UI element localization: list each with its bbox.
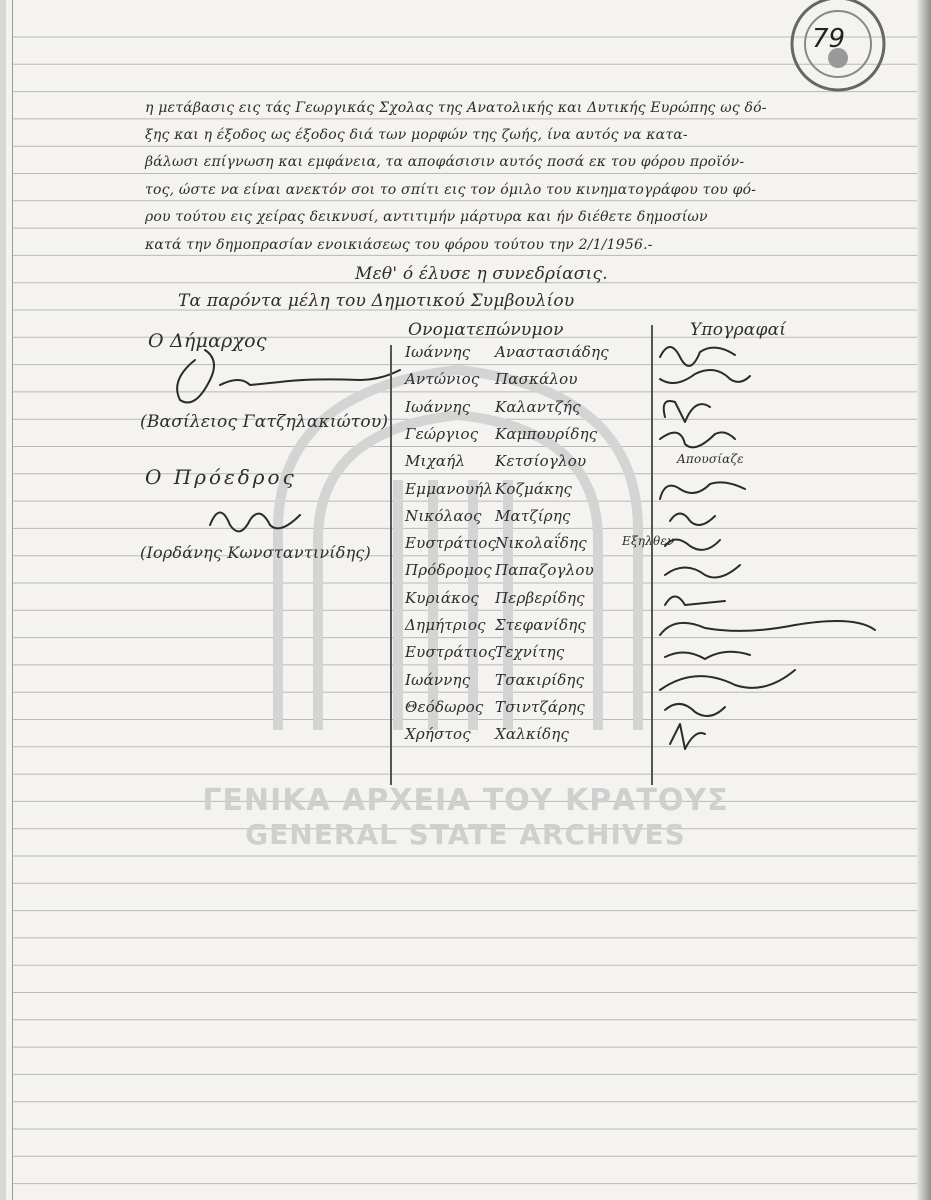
member-first-name: Ιωάννης (405, 397, 471, 416)
table-rule-right (651, 325, 653, 785)
members-heading: Τα παρόντα μέλη του Δημοτικού Συμβουλίου (178, 291, 575, 311)
member-last-name: Περβερίδης (495, 588, 585, 607)
member-last-name: Χαλκίδης (495, 725, 570, 744)
member-first-name: Ιωάννης (405, 343, 471, 361)
member-signature (655, 419, 895, 453)
member-last-name: Πασκάλου (495, 370, 578, 389)
member-signature (655, 719, 895, 753)
president-name: (Ιορδάνης Κωνσταντινίδης) (140, 543, 371, 562)
president-signature (200, 495, 320, 545)
mayor-name: (Βασίλειος Γατζηλακιώτου) (140, 412, 389, 432)
table-rule-left (390, 345, 392, 785)
member-first-name: Πρόδρομος (405, 561, 492, 580)
president-title: Ο Πρόεδρος (145, 465, 297, 489)
member-last-name: Ματζίρης (495, 506, 571, 525)
paragraph-line: τος, ώστε να είναι ανεκτόν σοι το σπίτι εις τον όμιλο του κινηματογράφου του φό- (145, 182, 757, 198)
watermark-english: GENERAL STATE ARCHIVES (245, 818, 686, 851)
member-last-name: Κοζμάκης (495, 479, 573, 498)
watermark-greek: ΓΕΝΙΚΑ ΑΡΧΕΙΑ ΤΟΥ ΚΡΑΤΟΥΣ (202, 783, 729, 818)
member-first-name: Μιχαήλ (405, 452, 466, 471)
paragraph-line: κατά την δημοπρασίαν ενοικιάσεως του φόρου τούτου την 2/1/1956.- (145, 237, 653, 253)
member-first-name: Ιωάννης (405, 670, 471, 689)
member-last-name: Αναστασιάδης (495, 343, 609, 361)
member-last-name: Παπαζογλου (495, 561, 594, 580)
member-last-name: Καλαντζής (495, 397, 581, 416)
member-last-name: Τσακιρίδης (495, 670, 585, 689)
mayor-title: Ο Δήμαρχος (148, 330, 267, 352)
member-last-name: Νικολαΐδης (495, 534, 587, 553)
member-last-name: Κετσίογλου (495, 452, 587, 471)
closing-line: Μεθ' ό έλυσε η συνεδρίασις. (355, 264, 608, 284)
member-first-name: Αντώνιος (405, 370, 480, 389)
member-last-name: Καμπουρίδης (495, 424, 598, 443)
margin-line (12, 0, 13, 1200)
page-edge-shadow (917, 0, 931, 1200)
member-note: Απουσίαζε (677, 452, 744, 467)
member-first-name: Ευστράτιος (405, 643, 497, 662)
member-last-name: Στεφανίδης (495, 616, 587, 634)
member-first-name: Κυριάκος (405, 588, 480, 607)
member-first-name: Νικόλαος (405, 506, 482, 525)
member-first-name: Δημήτριος (405, 616, 486, 634)
member-first-name: Εμμανουήλ (405, 479, 494, 498)
member-first-name: Γεώργιος (405, 424, 479, 443)
paragraph-line: βάλωσι επίγνωση και εμφάνεια, τα αποφάσισιν αυτός ποσά εκ του φόρου προϊόν- (145, 154, 745, 170)
names-column-header: Ονοματεπώνυμον (408, 320, 564, 340)
member-first-name: Θεόδωρος (405, 697, 484, 716)
signatures-column-header: Υπογραφαί (690, 320, 787, 340)
mayor-signature (150, 340, 410, 410)
member-note: Εξηλθεν (622, 534, 675, 549)
paragraph-line: ξης και η έξοδος ως έξοδος διά των μορφών της ζωής, ίνα αυτός να κατα- (145, 127, 688, 143)
paragraph-line: η μετάβασις εις τάς Γεωργικάς Σχολας της Ανατολικής και Δυτικής Ευρώπης ως δό- (145, 100, 767, 116)
member-first-name: Ευστράτιος (405, 534, 497, 553)
paragraph-line: ρου τούτου εις χείρας δεικνυσί, αντιτιμήν μάρτυρα και ήν διέθετε δημοσίων (145, 209, 708, 225)
member-first-name: Χρήστος (405, 725, 471, 744)
member-last-name: Τσιντζάρης (495, 697, 586, 716)
member-last-name: Τεχνίτης (495, 643, 565, 662)
page-number: 79 (812, 24, 846, 54)
